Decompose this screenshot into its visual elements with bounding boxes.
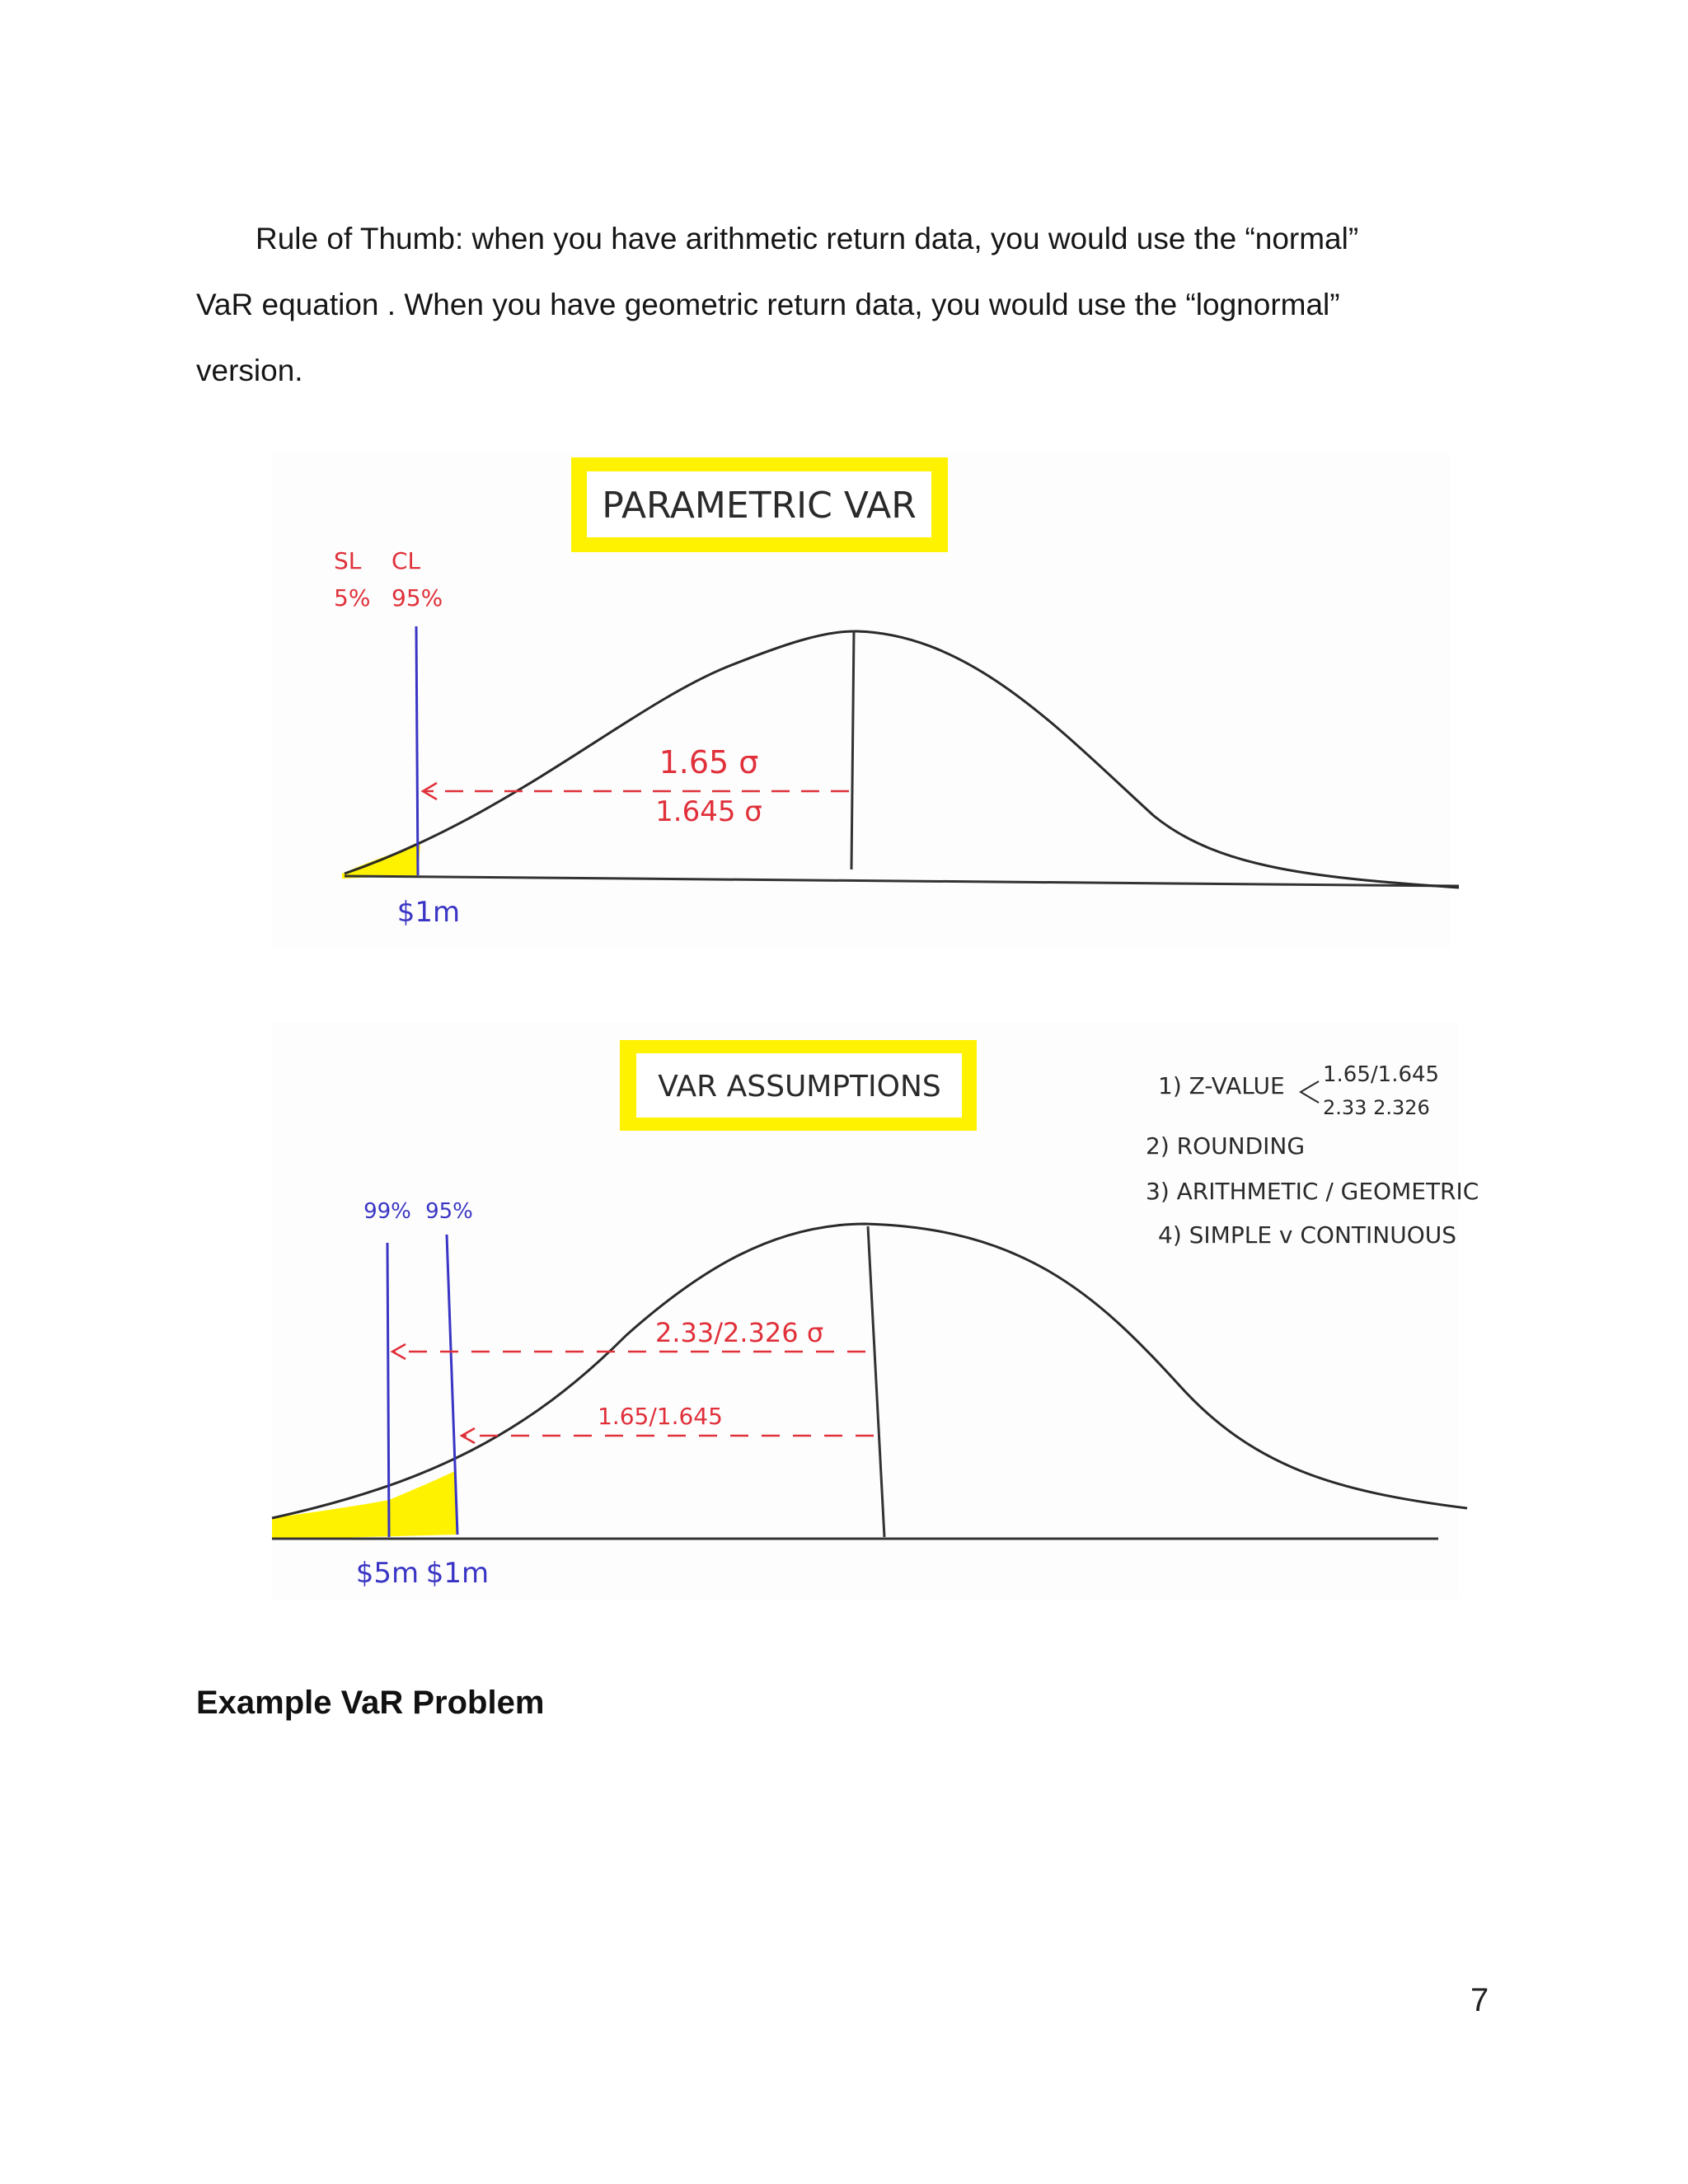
- section-heading: Example VaR Problem: [196, 1685, 545, 1721]
- parametric-var-figure: [0, 429, 1688, 956]
- body-line-3-text: version.: [196, 354, 303, 387]
- figure1-loss-label: $1m: [396, 896, 461, 929]
- assumption-2: 2) ROUNDING: [1146, 1132, 1306, 1160]
- body-paragraph-line-2: [196, 272, 1515, 338]
- sl-value: 5%: [334, 584, 371, 612]
- figure1-sigma-bottom: 1.645 σ: [655, 795, 762, 828]
- var-assumptions-figure: [0, 1022, 1688, 1615]
- assumption-1-bottom: 2.33 2.326: [1323, 1096, 1430, 1119]
- cl-99-label: 99%: [363, 1199, 411, 1224]
- page-number: 7: [1470, 1982, 1489, 2018]
- body-paragraph-line-3: [196, 338, 1515, 404]
- body-line-2-text: VaR equation . When you have geometric return data, you would use the “lognormal”: [196, 288, 1340, 321]
- assumption-1-top: 1.65/1.645: [1323, 1062, 1440, 1087]
- assumption-4: 4) SIMPLE v CONTINUOUS: [1158, 1221, 1457, 1249]
- sl-label: SL: [334, 547, 362, 574]
- body-paragraph-line-1: [196, 206, 1515, 272]
- figure1-sigma-top: 1.65 σ: [659, 744, 759, 780]
- cl-label: CL: [392, 547, 421, 574]
- figure2-cutoff-99-line: [387, 1243, 389, 1537]
- figure2-sigma-99: 2.33/2.326 σ: [655, 1317, 824, 1348]
- body-line-1-text: Rule of Thumb: when you have arithmetic return data, you would use the “normal”: [256, 222, 1359, 255]
- assumption-1-label: 1) Z-VALUE: [1158, 1072, 1285, 1099]
- cl-95-label: 95%: [425, 1199, 473, 1224]
- figure2-loss-1m: $1m: [425, 1557, 490, 1590]
- figure1-title: PARAMETRIC VAR: [602, 485, 917, 527]
- cl-value: 95%: [392, 584, 443, 612]
- figure2-sigma-95: 1.65/1.645: [598, 1403, 723, 1430]
- figure2-title: VAR ASSUMPTIONS: [658, 1070, 941, 1104]
- figure1-cutoff-line: [416, 626, 418, 875]
- figure2-loss-5m: $5m: [355, 1557, 420, 1590]
- assumption-3: 3) ARITHMETIC / GEOMETRIC: [1146, 1178, 1479, 1205]
